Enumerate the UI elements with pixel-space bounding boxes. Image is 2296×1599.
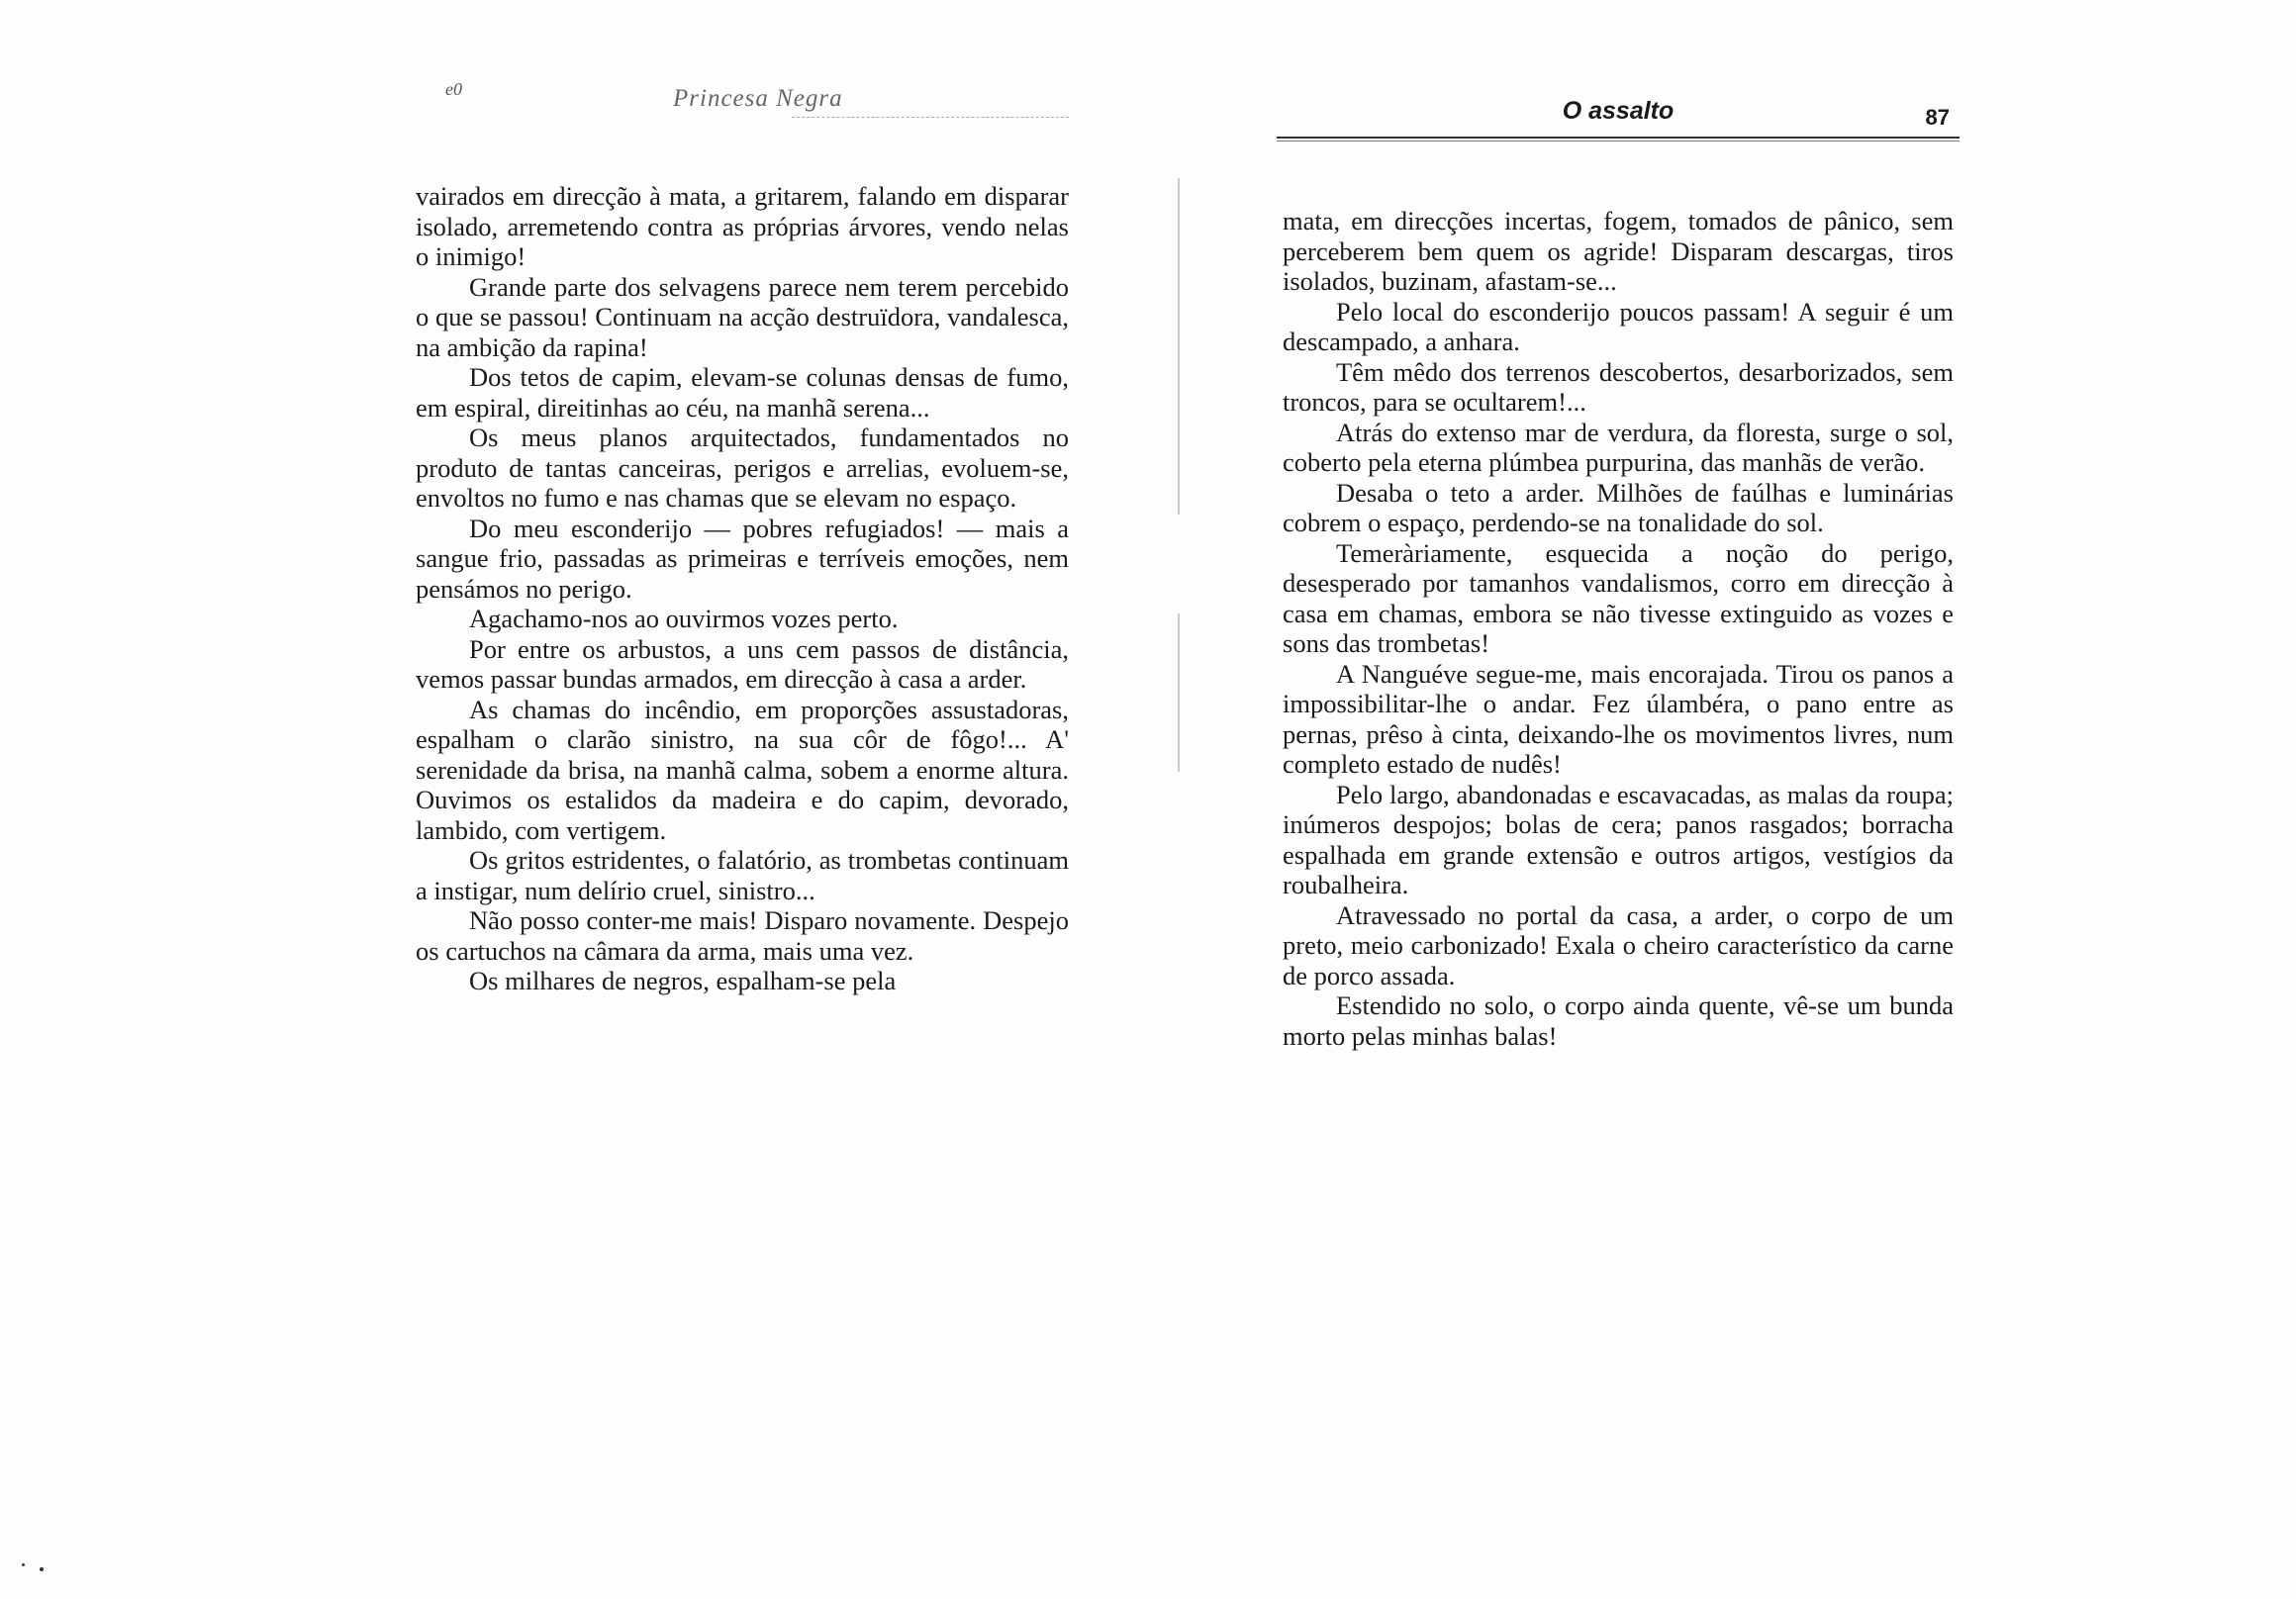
paragraph: Não posso conter-me mais! Disparo novamente. Despejo os cartuchos na câmara da arma, mais uma vez.: [416, 905, 1069, 966]
right-running-header: [1277, 79, 1960, 130]
paragraph: As chamas do incêndio, em proporções assustadoras, espalham o clarão sinistro, na sua côr de fôgo!... A' serenidade da brisa, na manhã calma, sobem a enorme altura. Ouvimos os estalidos da madeira e do capim, devorado, lambido, com vertigem.: [416, 694, 1069, 845]
gutter-shadow: [1178, 613, 1180, 772]
right-text-block: [1277, 206, 1960, 1051]
paragraph: Do meu esconderijo — pobres refugiados! — mais a sangue frio, passadas as primeiras e terríveis emoções, nem pensámos no perigo.: [416, 513, 1069, 604]
left-running-title: Princesa Negra: [673, 85, 843, 112]
paragraph: Pelo local do esconderijo poucos passam! A seguir é um descampado, a anhara.: [1283, 296, 1954, 356]
scan-speck: [40, 1567, 44, 1571]
paragraph: mata, em direcções incertas, fogem, tomados de pânico, sem perceberem bem quem os agride! Disparam descargas, tiros isolados, buzinam, afastam-se...: [1283, 206, 1954, 296]
paragraph: Estendido no solo, o corpo ainda quente, vê-se um bunda morto pelas minhas balas!: [1283, 990, 1954, 1051]
paragraph: vairados em direcção à mata, a gritarem, falando em disparar isolado, arremetendo contra as próprias árvores, vendo nelas o inimigo!: [416, 181, 1069, 271]
paragraph: Os meus planos arquitectados, fundamentados no produto de tantas canceiras, perigos e arrelias, evoluem-se, envoltos no fumo e nas chamas que se elevam no espaço.: [416, 423, 1069, 513]
paragraph: Dos tetos de capim, elevam-se colunas densas de fumo, em espiral, direitinhas ao céu, na manhã serena...: [416, 362, 1069, 423]
paragraph: A Nanguéve segue-me, mais encorajada. Tirou os panos a impossibilitar-lhe o andar. Fez úlambéra, o pano entre as pernas, prêso à cinta, deixando-lhe os movimentos livres, num completo estado de nudês!: [1283, 658, 1954, 779]
left-text-block: [396, 181, 1089, 996]
right-page: [1277, 0, 1960, 1599]
right-running-title: O assalto: [1562, 97, 1674, 125]
gutter-shadow: [1178, 178, 1180, 515]
left-header-rule: [792, 117, 1069, 118]
paragraph: Temeràriamente, esquecida a noção do perigo, desesperado por tamanhos vandalismos, corro em direcção à casa em chamas, embora se não tivesse extinguido as vozes e sons das trombetas!: [1283, 537, 1954, 658]
paragraph: Agachamo-nos ao ouvirmos vozes perto.: [469, 604, 899, 633]
paragraph: Atrás do extenso mar de verdura, da floresta, surge o sol, coberto pela eterna plúmbea purpurina, das manhãs de verão.: [1283, 417, 1954, 477]
scan-speck: [22, 1563, 25, 1566]
right-header-rule: [1277, 137, 1960, 139]
left-page: [396, 0, 1089, 1599]
paragraph: Pelo largo, abandonadas e escavacadas, as malas da roupa; inúmeros despojos; bolas de cera; panos rasgados; borracha espalhada em grande extensão e outros artigos, vestígios da roubalheira.: [1283, 779, 1954, 899]
paragraph: Desaba o teto a arder. Milhões de faúlhas e luminárias cobrem o espaço, perdendo-se na tonalidade do sol.: [1283, 477, 1954, 537]
paragraph: Por entre os arbustos, a uns cem passos de distância, vemos passar bundas armados, em direcção à casa a arder.: [416, 633, 1069, 694]
paragraph: Grande parte dos selvagens parece nem terem percebido o que se passou! Continuam na acção destruïdora, vandalesca, na ambição da rapina!: [416, 271, 1069, 362]
right-page-number: 87: [1925, 105, 1950, 130]
paragraph: Os milhares de negros, espalham-se pela: [469, 966, 897, 995]
paragraph: Têm mêdo dos terrenos descobertos, desarborizados, sem troncos, para se ocultarem!...: [1283, 356, 1954, 417]
left-running-header: [396, 79, 1089, 123]
paragraph: Atravessado no portal da casa, a arder, o corpo de um preto, meio carbonizado! Exala o cheiro característico da carne de porco assada.: [1283, 899, 1954, 990]
paragraph: Os gritos estridentes, o falatório, as trombetas continuam a instigar, num delírio cruel, sinistro...: [416, 845, 1069, 905]
left-page-number: e0: [445, 79, 462, 99]
